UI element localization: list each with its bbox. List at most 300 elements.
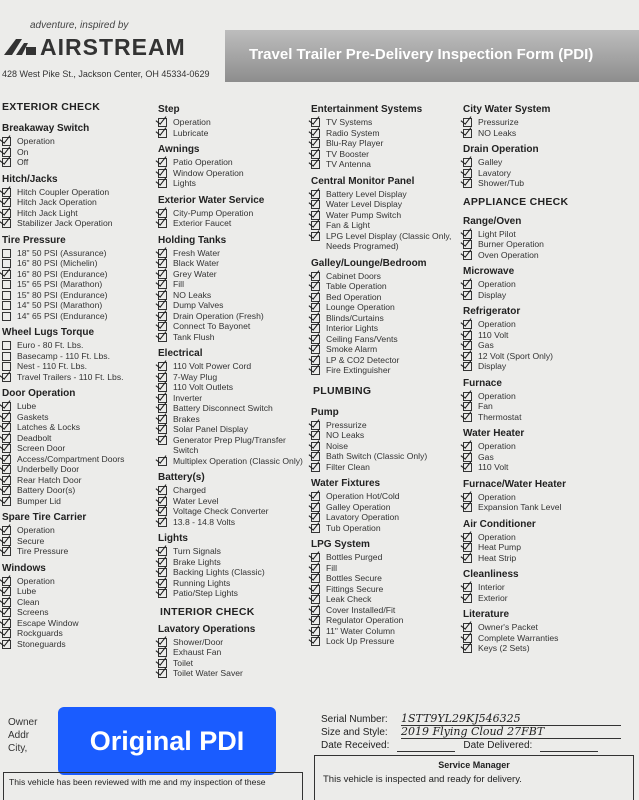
- checklist-item: [463, 502, 633, 513]
- checklist-item-label: Brake Lights: [173, 556, 221, 567]
- checkbox[interactable]: [2, 497, 11, 506]
- checklist-item: [158, 248, 306, 259]
- section-title: Spare Tire Carrier: [2, 512, 87, 523]
- checklist-item-label: Secure: [17, 535, 45, 546]
- checklist-item: [158, 279, 306, 290]
- checklist-item-label: 110 Volt Outlets: [173, 382, 234, 392]
- checklist-item: [158, 157, 306, 168]
- checklist-item: [158, 557, 306, 568]
- checklist-item-label: Tank Flush: [173, 331, 215, 342]
- section-title: Breakaway Switch: [2, 123, 90, 134]
- customer-acknowledgement-box: [3, 772, 303, 800]
- checklist-item-label: Hitch Jack Light: [17, 207, 78, 218]
- checkbox[interactable]: [2, 547, 11, 556]
- checklist-item: [463, 128, 633, 139]
- checklist-item-label: Cover Installed/Fit: [326, 604, 396, 615]
- checklist-item-label: Grey Water: [173, 268, 217, 279]
- checklist-item-label: Regulator Operation: [326, 615, 404, 625]
- checklist-item-label: Patio Operation: [173, 157, 233, 167]
- checklist-item-label: 11" Water Column: [326, 625, 395, 636]
- checkbox[interactable]: [2, 249, 11, 258]
- checklist-item: [463, 239, 633, 250]
- section-title: Lavatory Operations: [158, 623, 256, 635]
- checklist-item-label: Stabilizer Jack Operation: [17, 218, 113, 228]
- section-title: Range/Oven: [463, 215, 522, 227]
- section-lpg-system: [311, 538, 459, 647]
- checkbox[interactable]: [2, 280, 11, 289]
- checklist-item-label: Exterior: [478, 592, 508, 603]
- address-label: Addr: [8, 730, 30, 741]
- checklist-item: [463, 492, 633, 503]
- section-water-fixtures: [311, 477, 459, 533]
- checklist-item: [2, 290, 152, 301]
- checklist-item: [158, 382, 306, 393]
- checkbox[interactable]: [158, 219, 167, 228]
- checklist-item: [463, 553, 633, 564]
- section-wheel-lugs-torque: [2, 326, 152, 382]
- checklist-item: [311, 563, 459, 574]
- checklist-item: [311, 462, 459, 473]
- section-title: Step: [158, 104, 180, 115]
- checklist-item: [311, 420, 459, 431]
- interior-check-heading: INTERIOR CHECK: [160, 605, 255, 618]
- checklist-item-label: Lights: [173, 178, 196, 188]
- checklist-item-label: Lavatory: [478, 167, 511, 178]
- size-style-label: Size and Style:: [321, 727, 388, 738]
- checklist-item: [2, 525, 152, 536]
- checklist-item-label: Radio System: [326, 127, 380, 138]
- checkbox[interactable]: [158, 589, 167, 598]
- section-lavatory-operations: [158, 623, 306, 679]
- checklist-item-label: Connect To Bayonet: [173, 321, 251, 331]
- checklist-item-label: Lounge Operation: [326, 302, 395, 312]
- section-title: Furnace: [463, 377, 502, 389]
- airstream-logo-icon: [2, 35, 38, 57]
- checklist-item: [463, 351, 633, 362]
- checklist-item-label: Light Pilot: [478, 228, 516, 239]
- checklist-item: [158, 456, 306, 467]
- checklist-item: [2, 639, 152, 650]
- checklist-item: [2, 372, 152, 383]
- checklist-item-label: Screen Door: [17, 443, 66, 453]
- checklist-item: [463, 361, 633, 372]
- checklist-item-label: Rear Hatch Door: [17, 474, 82, 485]
- checklist-item: [158, 300, 306, 311]
- checklist-item-label: Black Water: [173, 258, 220, 268]
- section-spare-tire-carrier: [2, 511, 152, 557]
- checklist-item: [158, 517, 306, 528]
- checklist-item: [2, 485, 152, 496]
- section-title: Tire Pressure: [2, 234, 66, 246]
- checklist-item: [311, 231, 459, 252]
- checkbox[interactable]: [463, 554, 472, 563]
- section-title: City Water System: [463, 104, 551, 115]
- checklist-item: [463, 643, 633, 654]
- checklist-item-label: NO Leaks: [326, 430, 365, 440]
- checklist-item: [158, 496, 306, 507]
- checklist-item: [463, 279, 633, 290]
- section-lights: [158, 532, 306, 599]
- checklist-item: [2, 576, 152, 587]
- checklist-item: [311, 128, 459, 139]
- checklist-item: [2, 536, 152, 547]
- checkbox[interactable]: [2, 219, 11, 228]
- checklist-item-label: Fill: [173, 279, 184, 289]
- checklist-item-label: Gas: [478, 340, 494, 350]
- checkbox[interactable]: [311, 637, 320, 646]
- section-title: Awnings: [158, 144, 200, 155]
- checkbox[interactable]: [463, 362, 472, 371]
- checklist-item: [311, 502, 459, 513]
- checklist-item: [158, 578, 306, 589]
- checklist-item: [311, 451, 459, 462]
- checklist-item: [2, 208, 152, 219]
- checklist-item-label: Operation: [17, 136, 55, 146]
- checklist-item: [158, 117, 306, 128]
- checkbox[interactable]: [463, 251, 472, 260]
- checklist-item-label: Lube: [17, 586, 37, 596]
- checkbox[interactable]: [311, 232, 320, 241]
- checklist-item-label: Backing Lights (Classic): [173, 567, 265, 577]
- checklist-item: [2, 618, 152, 629]
- checkbox[interactable]: [463, 503, 472, 512]
- checkbox[interactable]: [2, 158, 11, 167]
- brand-name: AIRSTREAM: [40, 34, 186, 60]
- checklist-item-label: Ceiling Fans/Vents: [326, 333, 398, 344]
- checkbox[interactable]: [2, 270, 11, 279]
- checklist-item-label: Turn Signals: [173, 546, 221, 556]
- checklist-item-label: Bottles Purged: [326, 552, 383, 562]
- checklist-item: [2, 136, 152, 147]
- checklist-item-label: Solar Panel Display: [173, 424, 248, 434]
- checklist-item: [2, 422, 152, 433]
- section-step: [158, 103, 306, 138]
- checklist-item-label: Nest - 110 Ft. Lbs.: [17, 361, 88, 371]
- checkbox[interactable]: [311, 463, 320, 472]
- section-entertainment-systems: [311, 103, 459, 170]
- checklist-item: [463, 412, 633, 423]
- checklist-item: [463, 319, 633, 330]
- city-label: City,: [8, 743, 28, 754]
- checklist-item: [158, 290, 306, 301]
- checklist-item-label: 15" 80 PSI (Endurance): [17, 289, 108, 300]
- checklist-item-label: Fan & Light: [326, 220, 370, 230]
- section-awnings: [158, 143, 306, 189]
- checkbox[interactable]: [2, 341, 11, 350]
- date-received-line: [397, 739, 455, 752]
- section-title: Pump: [311, 406, 339, 418]
- checklist-item: [311, 430, 459, 441]
- checklist-item: [311, 584, 459, 595]
- checklist-item: [463, 582, 633, 593]
- checklist-item-label: Dump Valves: [173, 300, 224, 310]
- checklist-item-label: Underbelly Door: [17, 464, 80, 474]
- checklist-item: [2, 187, 152, 198]
- checklist-item: [2, 258, 152, 269]
- checklist-item-label: Operation: [173, 117, 211, 127]
- checklist-item: [311, 271, 459, 282]
- checklist-item: [2, 628, 152, 639]
- section-microwave: [463, 265, 633, 300]
- checklist-item: [311, 210, 459, 221]
- checklist-item: [158, 361, 306, 372]
- checklist-item-label: Bottles Secure: [326, 573, 382, 583]
- checklist-item-label: Access/Compartment Doors: [17, 453, 125, 464]
- checklist-item-label: Filter Clean: [326, 461, 370, 472]
- checklist-item-label: Operation: [478, 491, 516, 502]
- checklist-item-label: NO Leaks: [173, 289, 212, 300]
- appliance-check-heading: APPLIANCE CHECK: [463, 195, 569, 208]
- checklist-item-label: Generator Prep Plug/Transfer Switch: [173, 434, 286, 455]
- checklist-item: [311, 605, 459, 616]
- checkbox[interactable]: [463, 179, 472, 188]
- section-breakaway-switch: [2, 122, 152, 168]
- checklist-item: [311, 199, 459, 210]
- checklist-item-label: City-Pump Operation: [173, 207, 254, 218]
- checkbox[interactable]: [2, 301, 11, 310]
- section-title: Galley/Lounge/Bedroom: [311, 257, 427, 269]
- checkbox[interactable]: [2, 291, 11, 300]
- checklist-item-label: 110 Volt: [478, 329, 509, 340]
- section-air-conditioner: [463, 518, 633, 564]
- owner-label: Owner: [8, 717, 38, 728]
- owner-info: [8, 716, 37, 755]
- checklist-item-label: Operation: [478, 390, 516, 401]
- checklist-item-label: Heat Strip: [478, 552, 517, 563]
- checklist-item-label: NO Leaks: [478, 127, 517, 138]
- checklist-item: [463, 250, 633, 261]
- checklist-item-label: Interior Lights: [326, 323, 379, 333]
- checklist-item-label: Window Operation: [173, 167, 244, 178]
- checklist-item: [158, 485, 306, 496]
- checklist-item-label: Smoke Alarm: [326, 344, 378, 354]
- exterior-interior-column: [158, 103, 306, 684]
- checklist-item-label: 15" 65 PSI (Marathon): [17, 279, 103, 289]
- checklist-item-label: 14" 65 PSI (Endurance): [17, 310, 108, 321]
- checkbox[interactable]: [311, 524, 320, 533]
- section-title: Wheel Lugs Torque: [2, 327, 95, 338]
- checklist-item: [463, 532, 633, 543]
- checklist-item-label: Screens: [17, 607, 49, 617]
- checklist-item: [158, 546, 306, 557]
- checkbox[interactable]: [158, 669, 167, 678]
- checklist-item: [463, 462, 633, 473]
- checklist-item: [463, 452, 633, 463]
- checkbox[interactable]: [2, 373, 11, 382]
- checkbox[interactable]: [2, 312, 11, 321]
- section-title: Central Monitor Panel: [311, 175, 415, 187]
- systems-column: [311, 103, 459, 652]
- checklist-item: [2, 597, 152, 608]
- checklist-item: [463, 178, 633, 189]
- checklist-item-label: TV Antenna: [326, 159, 371, 169]
- checklist-item: [2, 443, 152, 454]
- checkbox[interactable]: [2, 640, 11, 649]
- checklist-item: [158, 506, 306, 517]
- checklist-item-label: Galley Operation: [326, 501, 391, 512]
- checklist-item-label: Water Pump Switch: [326, 209, 402, 220]
- checklist-item-label: Operation: [17, 525, 55, 535]
- checklist-item: [463, 441, 633, 452]
- form-header: [0, 0, 639, 86]
- checklist-item: [311, 117, 459, 128]
- checkbox[interactable]: [463, 644, 472, 653]
- checklist-item: [463, 330, 633, 341]
- checklist-item-label: 16" 80 PSI (Endurance): [17, 268, 108, 279]
- checklist-item: [311, 281, 459, 292]
- checklist-item-label: Water Level Display: [326, 199, 403, 209]
- checkbox[interactable]: [463, 594, 472, 603]
- checklist-item-label: Basecamp - 110 Ft. Lbs.: [17, 350, 110, 361]
- checklist-item-label: Latches & Locks: [17, 422, 81, 432]
- checklist-item-label: Lock Up Pressure: [326, 636, 395, 646]
- checkbox[interactable]: [158, 179, 167, 188]
- checklist-item: [311, 636, 459, 647]
- section-city-water-system: [463, 103, 633, 138]
- checklist-item-label: Noise: [326, 440, 348, 451]
- checklist-item: [158, 424, 306, 435]
- checklist-item: [158, 168, 306, 179]
- checklist-item-label: Interior: [478, 582, 505, 592]
- exterior-column: [2, 100, 152, 654]
- brand-tagline: adventure, inspired by: [30, 20, 129, 31]
- section-central-monitor-panel: [311, 175, 459, 252]
- checklist-item-label: Keys (2 Sets): [478, 643, 530, 653]
- checkbox[interactable]: [2, 352, 11, 361]
- checklist-item-label: Bed Operation: [326, 291, 382, 302]
- checklist-item: [311, 355, 459, 366]
- checklist-item: [2, 401, 152, 412]
- checklist-item: [158, 567, 306, 578]
- checklist-item-label: Inverter: [173, 392, 203, 403]
- vehicle-info: [321, 713, 621, 752]
- checklist-item: [311, 512, 459, 523]
- checkbox[interactable]: [311, 160, 320, 169]
- section-title: Door Operation: [2, 388, 76, 399]
- checklist-item: [311, 523, 459, 534]
- checklist-item-label: Gaskets: [17, 411, 49, 422]
- section-title: Air Conditioner: [463, 518, 536, 530]
- checklist-item: [2, 340, 152, 351]
- checklist-item-label: 18" 50 PSI (Assurance): [17, 247, 107, 258]
- checklist-item: [158, 668, 306, 679]
- checklist-item-label: Lubricate: [173, 127, 209, 138]
- checklist-item-label: Blu-Ray Player: [326, 138, 384, 148]
- checklist-item: [158, 178, 306, 189]
- checklist-item-label: Expansion Tank Level: [478, 502, 562, 512]
- checklist-item-label: Exterior Faucet: [173, 218, 232, 228]
- checkbox[interactable]: [311, 366, 320, 375]
- checkbox[interactable]: [158, 333, 167, 342]
- checklist-item: [158, 208, 306, 219]
- checklist-item: [463, 401, 633, 412]
- checklist-item: [158, 269, 306, 280]
- section-galley-lounge-bedroom: [311, 257, 459, 376]
- section-title: Water Heater: [463, 428, 525, 439]
- checkbox[interactable]: [158, 518, 167, 527]
- checklist-item-label: Hitch Coupler Operation: [17, 186, 110, 197]
- checklist-item-label: TV Booster: [326, 148, 369, 159]
- checklist-item: [311, 220, 459, 231]
- checklist-item-label: Multiplex Operation (Classic Only): [173, 455, 303, 466]
- checklist-item: [2, 197, 152, 208]
- checklist-item-label: Euro - 80 Ft. Lbs.: [17, 340, 84, 350]
- section-title: Hitch/Jacks: [2, 173, 58, 185]
- section-range-oven: [463, 215, 633, 261]
- checklist-item: [2, 412, 152, 423]
- checklist-item: [2, 269, 152, 280]
- checkbox[interactable]: [463, 291, 472, 300]
- checkbox[interactable]: [463, 413, 472, 422]
- section-title: Refrigerator: [463, 306, 521, 317]
- checklist-item-label: Battery Disconnect Switch: [173, 403, 273, 413]
- checklist-item: [463, 391, 633, 402]
- checklist-item: [311, 615, 459, 626]
- section-furnace-water-heater: [463, 478, 633, 513]
- section-water-heater: [463, 427, 633, 473]
- section-title: Entertainment Systems: [311, 104, 423, 115]
- checkbox[interactable]: [158, 129, 167, 138]
- checklist-item: [311, 441, 459, 452]
- checklist-item-label: Tire Pressure: [17, 546, 69, 556]
- checklist-item-label: Burner Operation: [478, 239, 544, 249]
- date-received-label: Date Received:: [321, 740, 390, 751]
- checklist-item: [311, 313, 459, 324]
- checklist-item: [158, 218, 306, 229]
- checklist-item-label: 110 Volt Power Cord: [173, 361, 252, 371]
- checklist-item-label: Travel Trailers - 110 Ft. Lbs.: [17, 371, 124, 382]
- checkbox[interactable]: [463, 129, 472, 138]
- section-title: Holding Tanks: [158, 234, 227, 246]
- checklist-item: [158, 372, 306, 383]
- checklist-item-label: Fan: [478, 401, 493, 411]
- checklist-item-label: Bath Switch (Classic Only): [326, 451, 428, 461]
- checklist-item-label: Rockguards: [17, 628, 63, 638]
- checkbox[interactable]: [158, 436, 167, 445]
- checklist-item: [158, 435, 306, 456]
- section-title: Cleanliness: [463, 569, 519, 580]
- service-manager-label: Service Manager: [438, 760, 510, 770]
- checklist-item-label: LP & CO2 Detector: [326, 354, 400, 365]
- checkbox[interactable]: [158, 457, 167, 466]
- checklist-item-label: LPG Level Display (Classic Only, Needs Programed): [326, 230, 452, 251]
- section-title: Water Fixtures: [311, 478, 381, 489]
- checklist-item-label: Lavatory Operation: [326, 512, 400, 522]
- checklist-item-label: Tub Operation: [326, 522, 381, 533]
- checklist-item-label: Display: [478, 361, 507, 371]
- checklist-item: [463, 622, 633, 633]
- checklist-item-label: Battery Door(s): [17, 485, 76, 495]
- checklist-item-label: Fill: [326, 562, 337, 573]
- checklist-item-label: Complete Warranties: [478, 632, 559, 643]
- checklist-item: [2, 454, 152, 465]
- checklist-item: [158, 647, 306, 658]
- checklist-item-label: Heat Pump: [478, 542, 521, 552]
- checkbox[interactable]: [463, 463, 472, 472]
- checklist-item-label: Hitch Jack Operation: [17, 197, 97, 207]
- checklist-item-label: Brakes: [173, 413, 200, 424]
- checklist-item-label: Operation: [478, 279, 516, 289]
- checklist-item: [311, 573, 459, 584]
- checklist-item-label: Leak Check: [326, 594, 372, 604]
- checklist-item: [158, 588, 306, 599]
- checklist-item-label: Shower/Door: [173, 636, 224, 647]
- checklist-item: [311, 159, 459, 170]
- section-title: Furnace/Water Heater: [463, 478, 566, 490]
- checklist-item-label: Lube: [17, 401, 37, 411]
- date-delivered-label: Date Delivered:: [463, 740, 533, 751]
- checklist-item: [311, 189, 459, 200]
